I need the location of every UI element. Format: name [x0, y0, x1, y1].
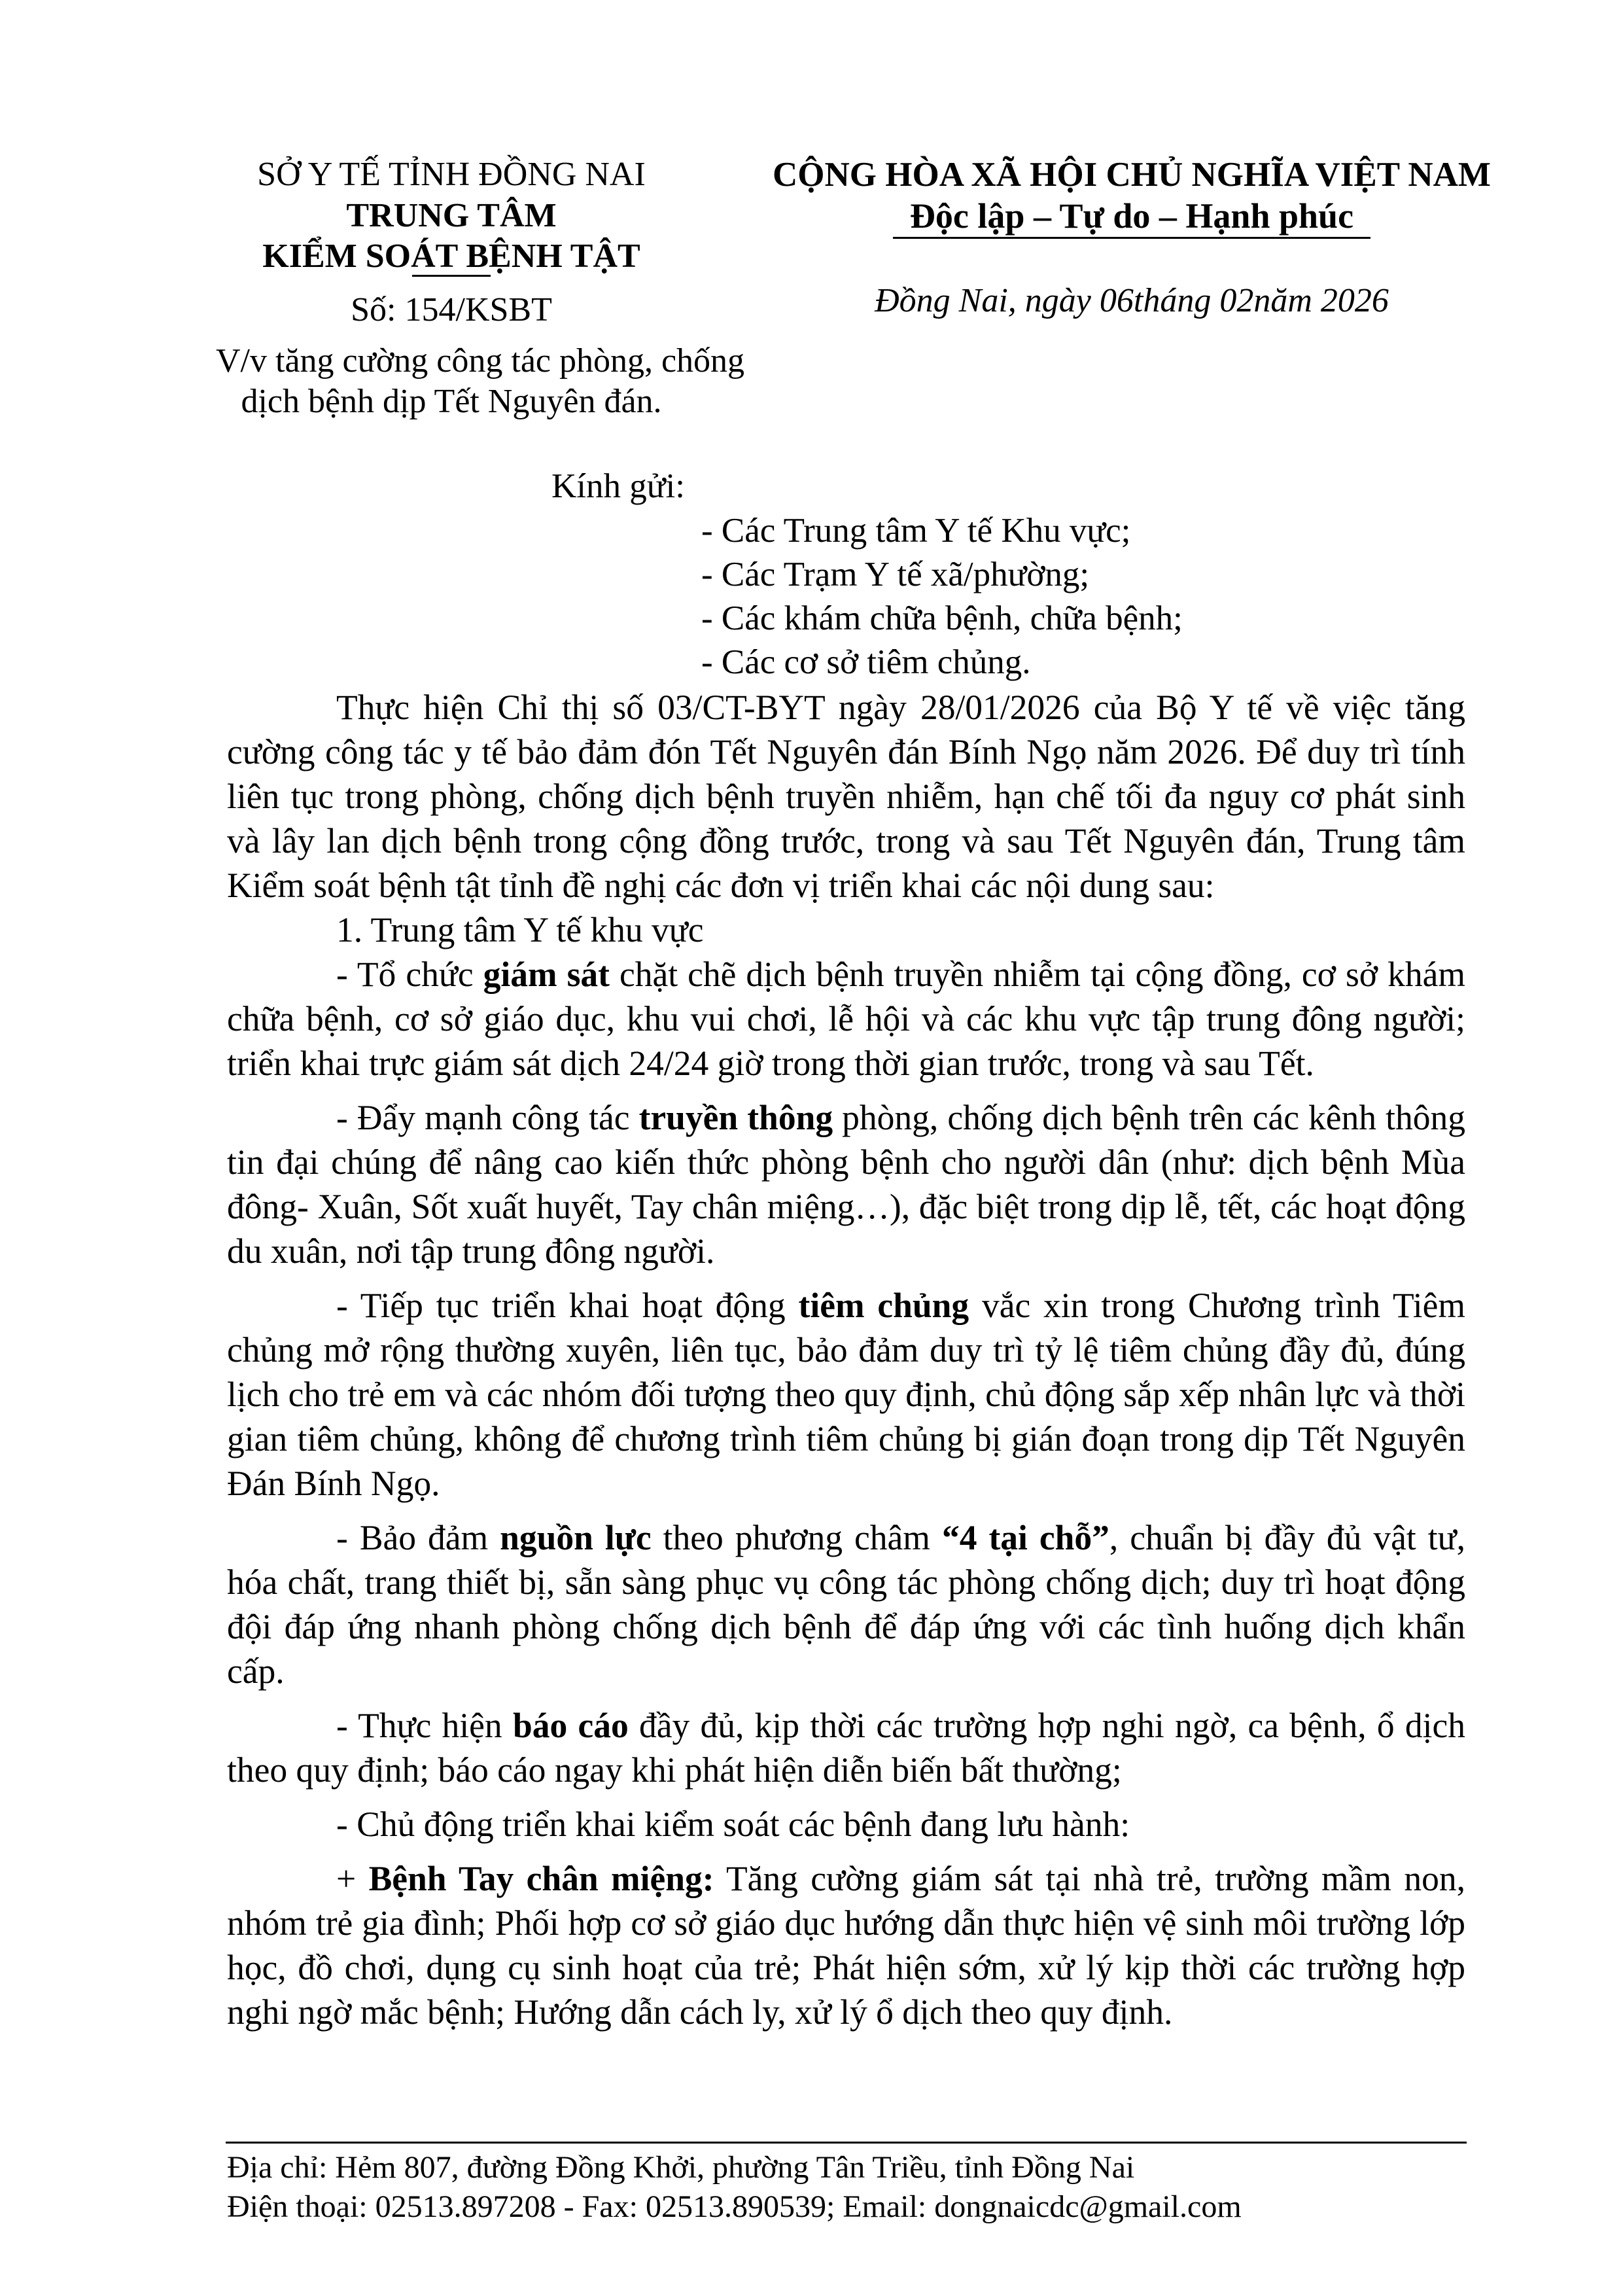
recipient-item: - Các cơ sở tiêm chủng. — [701, 643, 1031, 681]
paragraph-hand-foot-mouth: + Bệnh Tay chân miệng: Tăng cường giám sát tại nhà trẻ, trường mầm non, nhóm trẻ gia đình; Phối hợp cơ sở giáo dục hướng dẫn thực hiện vệ sinh môi trường lớp học, đồ chơi, dụng cụ sinh hoạt của trẻ; Phát hiện sớm, xử lý kịp thời các trường hợp nghi ngờ mắc bệnh; Hướng dẫn cách ly, xử lý ổ dịch theo quy định. — [227, 1859, 1465, 2032]
recipient-item: - Các Trung tâm Y tế Khu vực; — [701, 512, 1131, 550]
recipient-item: - Các khám chữa bệnh, chữa bệnh; — [701, 599, 1183, 637]
keyword: truyền thông — [638, 1098, 833, 1137]
intro-line: liên tục trong phòng, chống dịch bệnh truyền nhiễm, hạn chế tối đa nguy cơ phát sinh — [227, 777, 1465, 816]
paragraph-surveillance: - Tổ chức giám sát chặt chẽ dịch bệnh truyền nhiễm tại cộng đồng, cơ sở khám chữa bệnh, cơ sở giáo dục, khu vui chơi, lễ hội và các khu vực tập trung đông người; triển khai trực giám sát dịch 24/24 giờ trong thời gian trước, trong và sau Tết. — [227, 955, 1465, 1083]
agency-underline — [412, 275, 491, 277]
national-title: CỘNG HÒA XÃ HỘI CHỦ NGHĨA VIỆT NAM — [773, 156, 1491, 194]
section-1-title: 1. Trung tâm Y tế khu vực — [336, 910, 704, 949]
agency-parent: SỞ Y TẾ TỈNH ĐỒNG NAI — [257, 156, 646, 193]
keyword: báo cáo — [512, 1706, 629, 1745]
agency-name-line1: TRUNG TÂM — [346, 197, 557, 234]
keyword: “4 tại chỗ” — [941, 1518, 1109, 1557]
national-motto: Độc lập – Tự do – Hạnh phúc — [909, 196, 1354, 236]
document-date: Đồng Nai, ngày 06tháng 02năm 2026 — [875, 282, 1389, 319]
footer-rule — [226, 2142, 1467, 2144]
paragraph-reporting: - Thực hiện báo cáo đầy đủ, kịp thời các trường hợp nghi ngờ, ca bệnh, ổ dịch theo quy định; báo cáo ngay khi phát hiện diễn biến bất thường; — [227, 1706, 1466, 1790]
intro-line: Kiểm soát bệnh tật tỉnh đề nghị các đơn vị triển khai các nội dung sau: — [227, 866, 1215, 905]
paragraph-resources: - Bảo đảm nguồn lực theo phương châm “4 tại chỗ”, chuẩn bị đầy đủ vật tư, hóa chất, trang thiết bị, sẵn sàng phục vụ công tác phòng chống dịch; duy trì hoạt động đội đáp ứng nhanh phòng chống dịch bệnh để đáp ứng với các tình huống dịch khẩn cấp. — [227, 1518, 1466, 1691]
footer-address: Địa chỉ: Hẻm 807, đường Đồng Khởi, phường Tân Triều, tỉnh Đồng Nai — [227, 2150, 1135, 2185]
paragraph-endemic-control: - Chủ động triển khai kiểm soát các bệnh đang lưu hành: — [336, 1805, 1130, 1844]
recipient-item: - Các Trạm Y tế xã/phường; — [701, 556, 1090, 593]
paragraph-communication: - Đẩy mạnh công tác truyền thông phòng, chống dịch bệnh trên các kênh thông tin đại chúng để nâng cao kiến thức phòng bệnh cho người dân (như: dịch bệnh Mùa đông- Xuân, Sốt xuất huyết, Tay chân miệng…), đặc biệt trong dịp lễ, tết, các hoạt động du xuân, nơi tập trung đông người. — [227, 1098, 1466, 1271]
keyword: nguồn lực — [500, 1518, 652, 1557]
motto-underline — [893, 237, 1370, 239]
document-number: Số: 154/KSBT — [351, 291, 552, 328]
footer-contact: Điện thoại: 02513.897208 - Fax: 02513.890539; Email: dongnaicdc@gmail.com — [227, 2189, 1242, 2224]
intro-line: cường công tác y tế bảo đảm đón Tết Nguyên đán Bính Ngọ năm 2026. Để duy trì tính — [227, 732, 1465, 771]
recipients-label: Kính gửi: — [551, 467, 685, 505]
subject-line-2: dịch bệnh dịp Tết Nguyên đán. — [241, 383, 662, 420]
keyword: Bệnh Tay chân miệng: — [368, 1859, 714, 1898]
document-body — [227, 685, 1465, 2034]
keyword: tiêm chủng — [798, 1286, 969, 1325]
intro-line: và lây lan dịch bệnh trong cộng đồng trước, trong và sau Tết Nguyên đán, Trung tâm — [227, 821, 1465, 860]
intro-line: Thực hiện Chỉ thị số 03/CT-BYT ngày 28/01/2026 của Bộ Y tế về việc tăng — [336, 688, 1465, 727]
intro-paragraph — [227, 685, 1465, 908]
keyword: giám sát — [483, 955, 610, 994]
paragraph-vaccination: - Tiếp tục triển khai hoạt động tiêm chủng vắc xin trong Chương trình Tiêm chủng mở rộng thường xuyên, liên tục, bảo đảm duy trì tỷ lệ tiêm chủng đầy đủ, đúng lịch cho trẻ em và các nhóm đối tượng theo quy định, chủ động sắp xếp nhân lực và thời gian tiêm chủng, không để chương trình tiêm chủng bị gián đoạn trong dịp Tết Nguyên Đán Bính Ngọ. — [227, 1286, 1466, 1503]
subject-line-1: V/v tăng cường công tác phòng, chống — [216, 342, 745, 380]
agency-name-line2: KIỂM SOÁT BỆNH TẬT — [262, 238, 640, 275]
